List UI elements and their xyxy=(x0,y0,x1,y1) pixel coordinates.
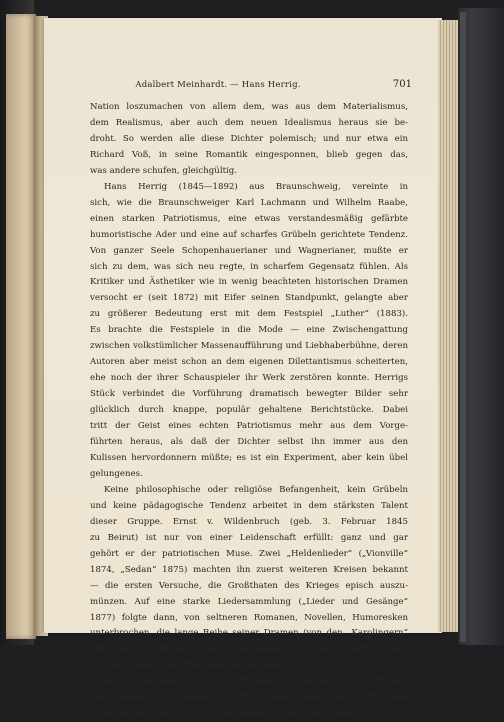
text-line: 1877) folgte dann, von seltneren Romanen, Novellen, Humoresken xyxy=(90,612,408,623)
paragraph xyxy=(90,674,408,722)
text-line: Kulissen hervordonnern müßte; es ist ein Experiment, aber kein übel xyxy=(90,452,408,463)
text-line: Richard Voß, in seine Romantik eingesponnen, blieb gegen das, xyxy=(90,149,408,160)
text-line: Keine philosophische oder religiöse Befangenheit, kein Grübeln xyxy=(104,484,408,495)
text-line: „Der Meister von Tanagra“ (1880), leidet unter der stürmischen xyxy=(90,692,408,703)
text-line: versocht er (seit 1872) mit Eifer seinen Standpunkt, gelangte aber xyxy=(90,293,408,304)
text-line: und keine pädagogische Tendenz arbeitet in dem stärksten Talent xyxy=(90,500,408,511)
text-line: tritt der Geist eines echten Patriotismus mehr aus dem Vorge- xyxy=(90,421,408,432)
text-line: 1874, „Sedan“ 1875) machten ihn zuerst weiteren Kreisen bekannt xyxy=(90,564,408,575)
text-line: Hans Herrig (1845—1892) aus Braunschweig, vereinte in xyxy=(104,181,408,192)
text-line: dieser Gruppe. Ernst v. Wildenbruch (geb. 3. Februar 1845 xyxy=(90,516,408,527)
text-line: Am schwächsten ist er als Erzähler. Schon sein erster Roman, xyxy=(104,676,408,687)
text-line: ehe noch der ihrer Schauspieler ihr Werk zerstören konnte. Herrigs xyxy=(90,373,408,384)
paragraph xyxy=(90,100,408,180)
text-line: führten heraus, als daß der Dichter selbst ihn immer aus den xyxy=(90,437,408,448)
text-line: Ungeduld des Autors. Schon hier haben wir ganz den späteren xyxy=(90,708,365,719)
text-line: Es brachte die Festspiele in die Mode — eine Zwischengattung xyxy=(90,325,408,336)
text-line: ihm die dramatische Thätigkeit am nächsten. xyxy=(90,660,288,671)
text-line: münzen. Auf eine starke Liedersammlung („Lieder und Gesänge“ xyxy=(90,596,408,607)
text-line: zwischen volkstümlicher Massenaufführung und Liebhaberbühne, deren xyxy=(90,341,408,352)
text-line: Stück verbindet die Vorführung dramatisch bewegter Bilder sehr xyxy=(90,389,408,400)
text-line: Von ganzer Seele Schopenhauerianer und Wagnerianer, mußte er xyxy=(90,245,408,256)
text-line: Kritiker und Ästhetiker wie in wenig beachteten historischen Dramen xyxy=(90,277,408,288)
page-header xyxy=(88,80,412,94)
text-line: Nation loszumachen von allem dem, was aus dem Materialismus, xyxy=(90,102,408,112)
paragraph xyxy=(90,483,408,674)
page-number: 701 xyxy=(392,79,412,90)
text-line: 1882 an), in stürmisch hervorbrechender Flut; und sicherlich liegt xyxy=(90,644,408,655)
previous-page-edge xyxy=(6,14,36,639)
text-line: gehört er der patriotischen Muse. Zwei „Heldenlieder“ („Vionville“ xyxy=(90,548,408,559)
text-line: zu Beirut) ist nur von einer Leidenschaft erfüllt: ganz und gar xyxy=(90,532,408,543)
paragraph xyxy=(90,180,408,483)
stacked-page-edges xyxy=(438,20,460,632)
text-line: was andere schufen, gleichgültig. xyxy=(90,165,238,176)
text-line: sich zu dem, was sich neu regte, in scharfem Gegensatz fühlen. Als xyxy=(90,261,408,272)
text-line: zu größerer Bedeutung erst mit dem Festspiel „Luther“ (1883). xyxy=(90,309,408,320)
running-head: Adalbert Meinhardt. — Hans Herrig. xyxy=(135,80,301,90)
cover-rim xyxy=(460,12,466,642)
text-line: glücklich durch knappe, populär gehaltene Berichtstücke. Dabei xyxy=(90,405,408,416)
text-line: sich, wie die Braunschweiger Karl Lachmann und Wilhelm Raabe, xyxy=(90,197,408,208)
text-line: Autoren aber meist schon an dem eigenen Dilettantismus scheiterten, xyxy=(90,357,408,368)
text-line: humoristische Ader und eine auf scharfes Grübeln gerichtete Tendenz. xyxy=(90,229,408,240)
text-line: einen starken Patriotismus, eine etwas verstandesmäßig gefärbte xyxy=(90,213,408,224)
text-line: gelungenes. xyxy=(90,468,143,479)
body-text xyxy=(90,100,408,722)
text-line: unterbrochen, die lange Reihe seiner Dramen (von den „Karolingern“ xyxy=(90,628,408,639)
text-line: dem Realismus, aber auch dem neuen Idealismus heraus sie be- xyxy=(90,117,408,128)
text-line: — die ersten Versuche, die Großthaten des Krieges episch auszu- xyxy=(90,580,408,591)
text-line: droht. So werden alle diese Dichter polemisch; und nur etwa ein xyxy=(90,133,408,144)
